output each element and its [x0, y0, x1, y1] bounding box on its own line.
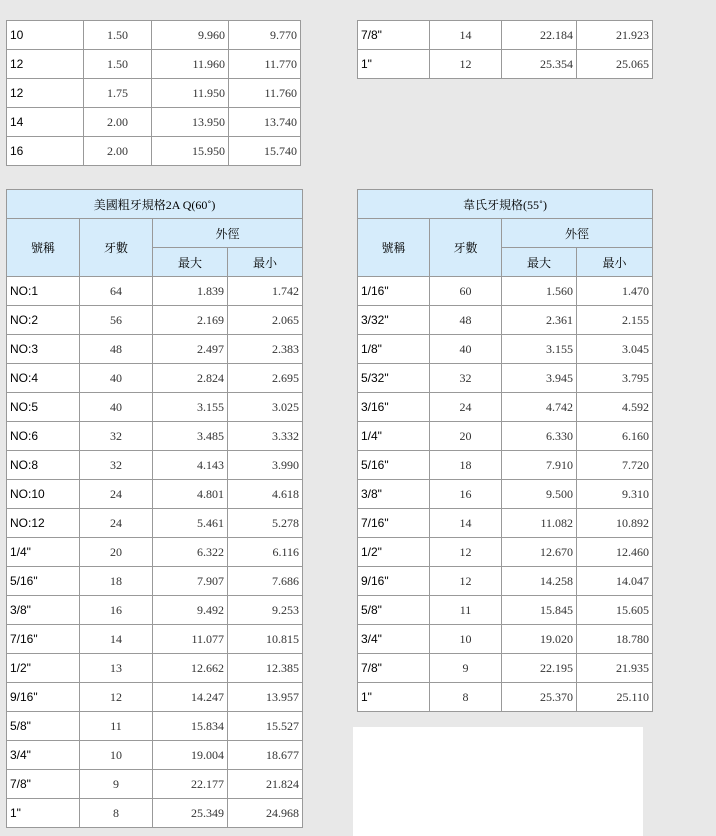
- whitworth-cell-min: 15.605: [577, 596, 653, 625]
- whitworth-row: [358, 625, 653, 654]
- whitworth-cell-tpi: 48: [430, 306, 502, 335]
- unc-cell-max: 3.485: [153, 422, 228, 451]
- unc-row: [7, 422, 303, 451]
- unc-cell-min: 12.385: [228, 654, 303, 683]
- unc-cell-max: 22.177: [153, 770, 228, 799]
- whitworth-cell-tpi: 40: [430, 335, 502, 364]
- whitworth-cell-tpi: 18: [430, 451, 502, 480]
- unc-cell-tpi: 10: [80, 741, 153, 770]
- top-left-cell-tpi: 1.50: [84, 50, 152, 79]
- unc-col-name: 號稱: [7, 219, 80, 277]
- unc-cell-min: 3.332: [228, 422, 303, 451]
- unc-col-max: 最大: [153, 248, 228, 277]
- whitworth-cell-name: 1/2": [358, 538, 430, 567]
- top-left-row: [7, 108, 301, 137]
- unc-row: [7, 596, 303, 625]
- unc-row: [7, 277, 303, 306]
- unc-cell-min: 21.824: [228, 770, 303, 799]
- unc-row: [7, 567, 303, 596]
- unc-cell-name: 7/8": [7, 770, 80, 799]
- top-left-cell-max: 9.960: [152, 21, 229, 50]
- top-left-cell-tpi: 1.50: [84, 21, 152, 50]
- whitworth-cell-tpi: 12: [430, 538, 502, 567]
- top-right-table: [357, 20, 653, 79]
- whitworth-row: [358, 393, 653, 422]
- unc-cell-tpi: 24: [80, 509, 153, 538]
- whitworth-cell-min: 4.592: [577, 393, 653, 422]
- unc-cell-min: 9.253: [228, 596, 303, 625]
- whitworth-cell-tpi: 8: [430, 683, 502, 712]
- unc-cell-tpi: 13: [80, 654, 153, 683]
- unc-cell-max: 2.497: [153, 335, 228, 364]
- whitworth-cell-min: 1.470: [577, 277, 653, 306]
- whitworth-cell-name: 3/32": [358, 306, 430, 335]
- unc-cell-name: 9/16": [7, 683, 80, 712]
- whitworth-row: [358, 306, 653, 335]
- whitworth-row: [358, 683, 653, 712]
- top-right-row: [358, 21, 653, 50]
- unc-cell-min: 2.383: [228, 335, 303, 364]
- whitworth-cell-tpi: 60: [430, 277, 502, 306]
- top-left-cell-tpi: 2.00: [84, 108, 152, 137]
- top-left-cell-tpi: 1.75: [84, 79, 152, 108]
- unc-row: [7, 799, 303, 828]
- unc-cell-name: NO:5: [7, 393, 80, 422]
- whitworth-cell-tpi: 11: [430, 596, 502, 625]
- unc-cell-name: 7/16": [7, 625, 80, 654]
- unc-row: [7, 683, 303, 712]
- whitworth-cell-name: 7/16": [358, 509, 430, 538]
- unc-cell-name: 3/4": [7, 741, 80, 770]
- whitworth-col-min: 最小: [577, 248, 653, 277]
- unc-cell-name: NO:2: [7, 306, 80, 335]
- whitworth-cell-tpi: 14: [430, 509, 502, 538]
- unc-cell-tpi: 18: [80, 567, 153, 596]
- unc-cell-name: NO:1: [7, 277, 80, 306]
- unc-cell-max: 6.322: [153, 538, 228, 567]
- top-left-cell-min: 13.740: [229, 108, 301, 137]
- unc-row: [7, 335, 303, 364]
- unc-cell-tpi: 32: [80, 422, 153, 451]
- whitworth-cell-name: 1/16": [358, 277, 430, 306]
- whitworth-cell-tpi: 10: [430, 625, 502, 654]
- unc-cell-tpi: 14: [80, 625, 153, 654]
- whitworth-col-tpi: 牙數: [430, 219, 502, 277]
- top-right-row: [358, 50, 653, 79]
- unc-row: [7, 306, 303, 335]
- unc-cell-max: 15.834: [153, 712, 228, 741]
- unc-cell-name: 3/8": [7, 596, 80, 625]
- whitworth-cell-min: 3.045: [577, 335, 653, 364]
- whitworth-cell-min: 12.460: [577, 538, 653, 567]
- whitworth-cell-tpi: 20: [430, 422, 502, 451]
- unc-cell-max: 25.349: [153, 799, 228, 828]
- whitworth-cell-name: 9/16": [358, 567, 430, 596]
- whitworth-cell-min: 21.935: [577, 654, 653, 683]
- whitworth-col-name: 號稱: [358, 219, 430, 277]
- top-left-cell-max: 11.950: [152, 79, 229, 108]
- whitworth-cell-name: 7/8": [358, 654, 430, 683]
- whitworth-cell-min: 9.310: [577, 480, 653, 509]
- unc-col-od: 外徑: [153, 219, 303, 248]
- unc-row: [7, 770, 303, 799]
- top-left-cell-name: 12: [7, 79, 84, 108]
- unc-cell-min: 1.742: [228, 277, 303, 306]
- whitworth-row: [358, 596, 653, 625]
- unc-cell-min: 18.677: [228, 741, 303, 770]
- top-right-cell-tpi: 14: [430, 21, 502, 50]
- unc-col-tpi: 牙數: [80, 219, 153, 277]
- whitworth-cell-max: 1.560: [502, 277, 577, 306]
- whitworth-cell-max: 4.742: [502, 393, 577, 422]
- unc-col-min: 最小: [228, 248, 303, 277]
- unc-cell-name: 5/16": [7, 567, 80, 596]
- whitworth-title: 韋氏牙規格(55˚): [358, 190, 653, 219]
- whitworth-cell-min: 6.160: [577, 422, 653, 451]
- whitworth-cell-min: 25.110: [577, 683, 653, 712]
- unc-cell-min: 24.968: [228, 799, 303, 828]
- unc-cell-min: 5.278: [228, 509, 303, 538]
- whitworth-cell-name: 3/4": [358, 625, 430, 654]
- top-right-cell-tpi: 12: [430, 50, 502, 79]
- top-left-cell-name: 10: [7, 21, 84, 50]
- whitworth-row: [358, 567, 653, 596]
- unc-cell-tpi: 40: [80, 364, 153, 393]
- unc-cell-max: 11.077: [153, 625, 228, 654]
- unc-cell-tpi: 12: [80, 683, 153, 712]
- whitworth-cell-max: 25.370: [502, 683, 577, 712]
- unc-cell-min: 15.527: [228, 712, 303, 741]
- top-left-row: [7, 79, 301, 108]
- unc-cell-min: 13.957: [228, 683, 303, 712]
- whitworth-cell-max: 19.020: [502, 625, 577, 654]
- whitworth-cell-name: 3/8": [358, 480, 430, 509]
- unc-cell-max: 2.824: [153, 364, 228, 393]
- whitworth-col-od: 外徑: [502, 219, 653, 248]
- whitworth-cell-min: 18.780: [577, 625, 653, 654]
- unc-cell-tpi: 48: [80, 335, 153, 364]
- unc-row: [7, 393, 303, 422]
- whitworth-cell-max: 3.945: [502, 364, 577, 393]
- unc-cell-tpi: 9: [80, 770, 153, 799]
- unc-cell-tpi: 16: [80, 596, 153, 625]
- whitworth-cell-max: 6.330: [502, 422, 577, 451]
- whitworth-cell-max: 9.500: [502, 480, 577, 509]
- unc-cell-max: 14.247: [153, 683, 228, 712]
- unc-cell-min: 2.065: [228, 306, 303, 335]
- whitworth-cell-name: 5/32": [358, 364, 430, 393]
- unc-cell-max: 3.155: [153, 393, 228, 422]
- unc-cell-max: 4.143: [153, 451, 228, 480]
- unc-cell-min: 10.815: [228, 625, 303, 654]
- unc-cell-max: 2.169: [153, 306, 228, 335]
- unc-cell-name: NO:4: [7, 364, 80, 393]
- whitworth-cell-max: 3.155: [502, 335, 577, 364]
- top-left-cell-max: 13.950: [152, 108, 229, 137]
- unc-cell-max: 19.004: [153, 741, 228, 770]
- whitworth-row: [358, 422, 653, 451]
- whitworth-cell-name: 1/8": [358, 335, 430, 364]
- unc-cell-tpi: 24: [80, 480, 153, 509]
- top-left-cell-name: 14: [7, 108, 84, 137]
- top-right-cell-max: 22.184: [502, 21, 577, 50]
- whitworth-cell-tpi: 12: [430, 567, 502, 596]
- whitworth-cell-min: 10.892: [577, 509, 653, 538]
- unc-cell-tpi: 56: [80, 306, 153, 335]
- whitworth-cell-min: 2.155: [577, 306, 653, 335]
- top-left-cell-max: 15.950: [152, 137, 229, 166]
- unc-thread-table: [6, 189, 303, 828]
- top-right-cell-name: 1": [358, 50, 430, 79]
- top-left-cell-name: 12: [7, 50, 84, 79]
- unc-cell-tpi: 64: [80, 277, 153, 306]
- whitworth-row: [358, 509, 653, 538]
- whitworth-cell-max: 14.258: [502, 567, 577, 596]
- unc-cell-min: 3.025: [228, 393, 303, 422]
- whitworth-cell-max: 2.361: [502, 306, 577, 335]
- unc-row: [7, 451, 303, 480]
- whitworth-cell-min: 14.047: [577, 567, 653, 596]
- unc-cell-name: 1": [7, 799, 80, 828]
- unc-cell-tpi: 11: [80, 712, 153, 741]
- unc-cell-name: NO:12: [7, 509, 80, 538]
- unc-cell-tpi: 20: [80, 538, 153, 567]
- unc-cell-max: 1.839: [153, 277, 228, 306]
- whitworth-row: [358, 364, 653, 393]
- whitworth-cell-name: 5/16": [358, 451, 430, 480]
- whitworth-cell-max: 15.845: [502, 596, 577, 625]
- unc-cell-max: 12.662: [153, 654, 228, 683]
- whitworth-cell-max: 22.195: [502, 654, 577, 683]
- whitworth-cell-tpi: 9: [430, 654, 502, 683]
- unc-cell-name: 1/4": [7, 538, 80, 567]
- unc-row: [7, 712, 303, 741]
- top-right-cell-min: 25.065: [577, 50, 653, 79]
- whitworth-row: [358, 654, 653, 683]
- unc-cell-name: 5/8": [7, 712, 80, 741]
- unc-cell-min: 6.116: [228, 538, 303, 567]
- unc-row: [7, 509, 303, 538]
- top-left-table: [6, 20, 301, 166]
- top-left-row: [7, 137, 301, 166]
- whitworth-cell-tpi: 32: [430, 364, 502, 393]
- unc-title: 美國粗牙規格2A Q(60˚): [7, 190, 303, 219]
- unc-cell-name: 1/2": [7, 654, 80, 683]
- top-left-cell-min: 9.770: [229, 21, 301, 50]
- top-left-cell-name: 16: [7, 137, 84, 166]
- whitworth-cell-max: 11.082: [502, 509, 577, 538]
- unc-cell-max: 7.907: [153, 567, 228, 596]
- whitworth-cell-tpi: 16: [430, 480, 502, 509]
- whitworth-row: [358, 451, 653, 480]
- unc-cell-min: 7.686: [228, 567, 303, 596]
- unc-cell-name: NO:10: [7, 480, 80, 509]
- unc-cell-name: NO:6: [7, 422, 80, 451]
- whitworth-cell-max: 7.910: [502, 451, 577, 480]
- unc-row: [7, 364, 303, 393]
- whitworth-cell-tpi: 24: [430, 393, 502, 422]
- top-right-cell-name: 7/8": [358, 21, 430, 50]
- unc-row: [7, 480, 303, 509]
- whitworth-cell-name: 5/8": [358, 596, 430, 625]
- whitworth-col-max: 最大: [502, 248, 577, 277]
- unc-row: [7, 654, 303, 683]
- top-left-row: [7, 21, 301, 50]
- top-left-cell-tpi: 2.00: [84, 137, 152, 166]
- top-right-cell-min: 21.923: [577, 21, 653, 50]
- top-left-cell-min: 11.770: [229, 50, 301, 79]
- whitworth-cell-name: 3/16": [358, 393, 430, 422]
- unc-cell-name: NO:8: [7, 451, 80, 480]
- whitworth-thread-table: [357, 189, 653, 712]
- unc-cell-min: 4.618: [228, 480, 303, 509]
- unc-cell-name: NO:3: [7, 335, 80, 364]
- unc-cell-tpi: 8: [80, 799, 153, 828]
- unc-row: [7, 625, 303, 654]
- whitworth-cell-max: 12.670: [502, 538, 577, 567]
- whitworth-row: [358, 480, 653, 509]
- blank-panel: [353, 727, 643, 836]
- top-right-cell-max: 25.354: [502, 50, 577, 79]
- unc-cell-max: 9.492: [153, 596, 228, 625]
- unc-row: [7, 538, 303, 567]
- unc-cell-min: 2.695: [228, 364, 303, 393]
- unc-cell-max: 4.801: [153, 480, 228, 509]
- unc-cell-min: 3.990: [228, 451, 303, 480]
- top-left-cell-min: 11.760: [229, 79, 301, 108]
- whitworth-cell-name: 1/4": [358, 422, 430, 451]
- unc-cell-tpi: 32: [80, 451, 153, 480]
- top-left-cell-max: 11.960: [152, 50, 229, 79]
- top-left-row: [7, 50, 301, 79]
- whitworth-row: [358, 277, 653, 306]
- whitworth-row: [358, 335, 653, 364]
- whitworth-cell-min: 7.720: [577, 451, 653, 480]
- whitworth-row: [358, 538, 653, 567]
- unc-cell-tpi: 40: [80, 393, 153, 422]
- unc-row: [7, 741, 303, 770]
- unc-cell-max: 5.461: [153, 509, 228, 538]
- whitworth-cell-name: 1": [358, 683, 430, 712]
- top-left-cell-min: 15.740: [229, 137, 301, 166]
- whitworth-cell-min: 3.795: [577, 364, 653, 393]
